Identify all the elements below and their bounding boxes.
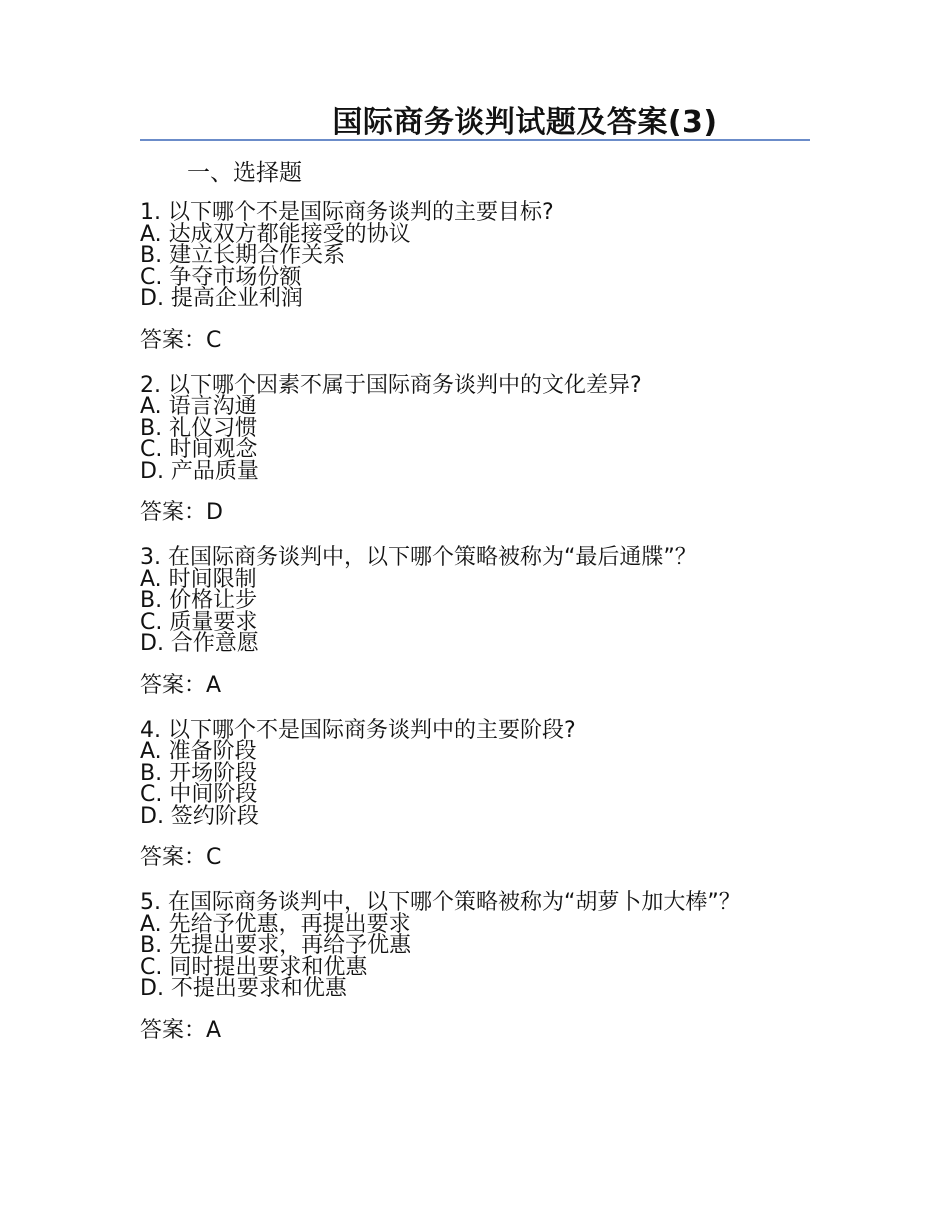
title-underline bbox=[140, 139, 810, 141]
question-2 bbox=[140, 372, 780, 529]
option-a: A. 准备阶段 bbox=[140, 739, 257, 764]
answer-text: 答案：C bbox=[140, 845, 222, 870]
option-d: D. 合作意愿 bbox=[140, 631, 259, 656]
option-b: B. 先提出要求，再给予优惠 bbox=[140, 933, 412, 958]
answer-text: 答案：A bbox=[140, 1017, 222, 1043]
option-d: D. 产品质量 bbox=[140, 458, 259, 484]
question-text: 2. 以下哪个因素不属于国际商务谈判中的文化差异? bbox=[140, 372, 642, 398]
option-d: D. 不提出要求和优惠 bbox=[140, 976, 347, 1001]
option-c: C. 时间观念 bbox=[140, 437, 258, 462]
option-a: A. 语言沟通 bbox=[140, 394, 257, 419]
section-heading: 一、选择题 bbox=[187, 160, 302, 186]
document-title: 国际商务谈判试题及答案(3) bbox=[332, 105, 718, 140]
option-c: C. 争夺市场份额 bbox=[140, 264, 302, 290]
option-b: B. 建立长期合作关系 bbox=[140, 243, 346, 268]
question-text: 3. 在国际商务谈判中，以下哪个策略被称为“最后通牒”？ bbox=[140, 545, 697, 570]
question-list bbox=[140, 202, 780, 1065]
option-a: A. 先给予优惠，再提出要求 bbox=[140, 911, 411, 937]
option-c: C. 同时提出要求和优惠 bbox=[140, 954, 368, 980]
option-c: C. 中间阶段 bbox=[140, 782, 258, 807]
question-text: 4. 以下哪个不是国际商务谈判中的主要阶段? bbox=[140, 717, 576, 743]
question-1 bbox=[140, 202, 780, 356]
option-b: B. 开场阶段 bbox=[140, 760, 258, 786]
option-c: C. 质量要求 bbox=[140, 609, 258, 635]
option-a: A. 时间限制 bbox=[140, 566, 257, 592]
option-b: B. 礼仪习惯 bbox=[140, 415, 258, 441]
question-3 bbox=[140, 547, 780, 701]
question-5 bbox=[140, 892, 780, 1046]
question-text: 5. 在国际商务谈判中，以下哪个策略被称为“胡萝卜加大棒”？ bbox=[140, 890, 741, 915]
answer-text: 答案：C bbox=[140, 327, 222, 353]
question-4 bbox=[140, 717, 780, 874]
answer-text: 答案：A bbox=[140, 672, 222, 698]
option-b: B. 价格让步 bbox=[140, 588, 258, 613]
option-d: D. 提高企业利润 bbox=[140, 286, 303, 311]
option-d: D. 签约阶段 bbox=[140, 803, 259, 829]
option-a: A. 达成双方都能接受的协议 bbox=[140, 221, 411, 247]
answer-text: 答案：D bbox=[140, 500, 223, 525]
question-text: 1. 以下哪个不是国际商务谈判的主要目标? bbox=[140, 200, 554, 225]
